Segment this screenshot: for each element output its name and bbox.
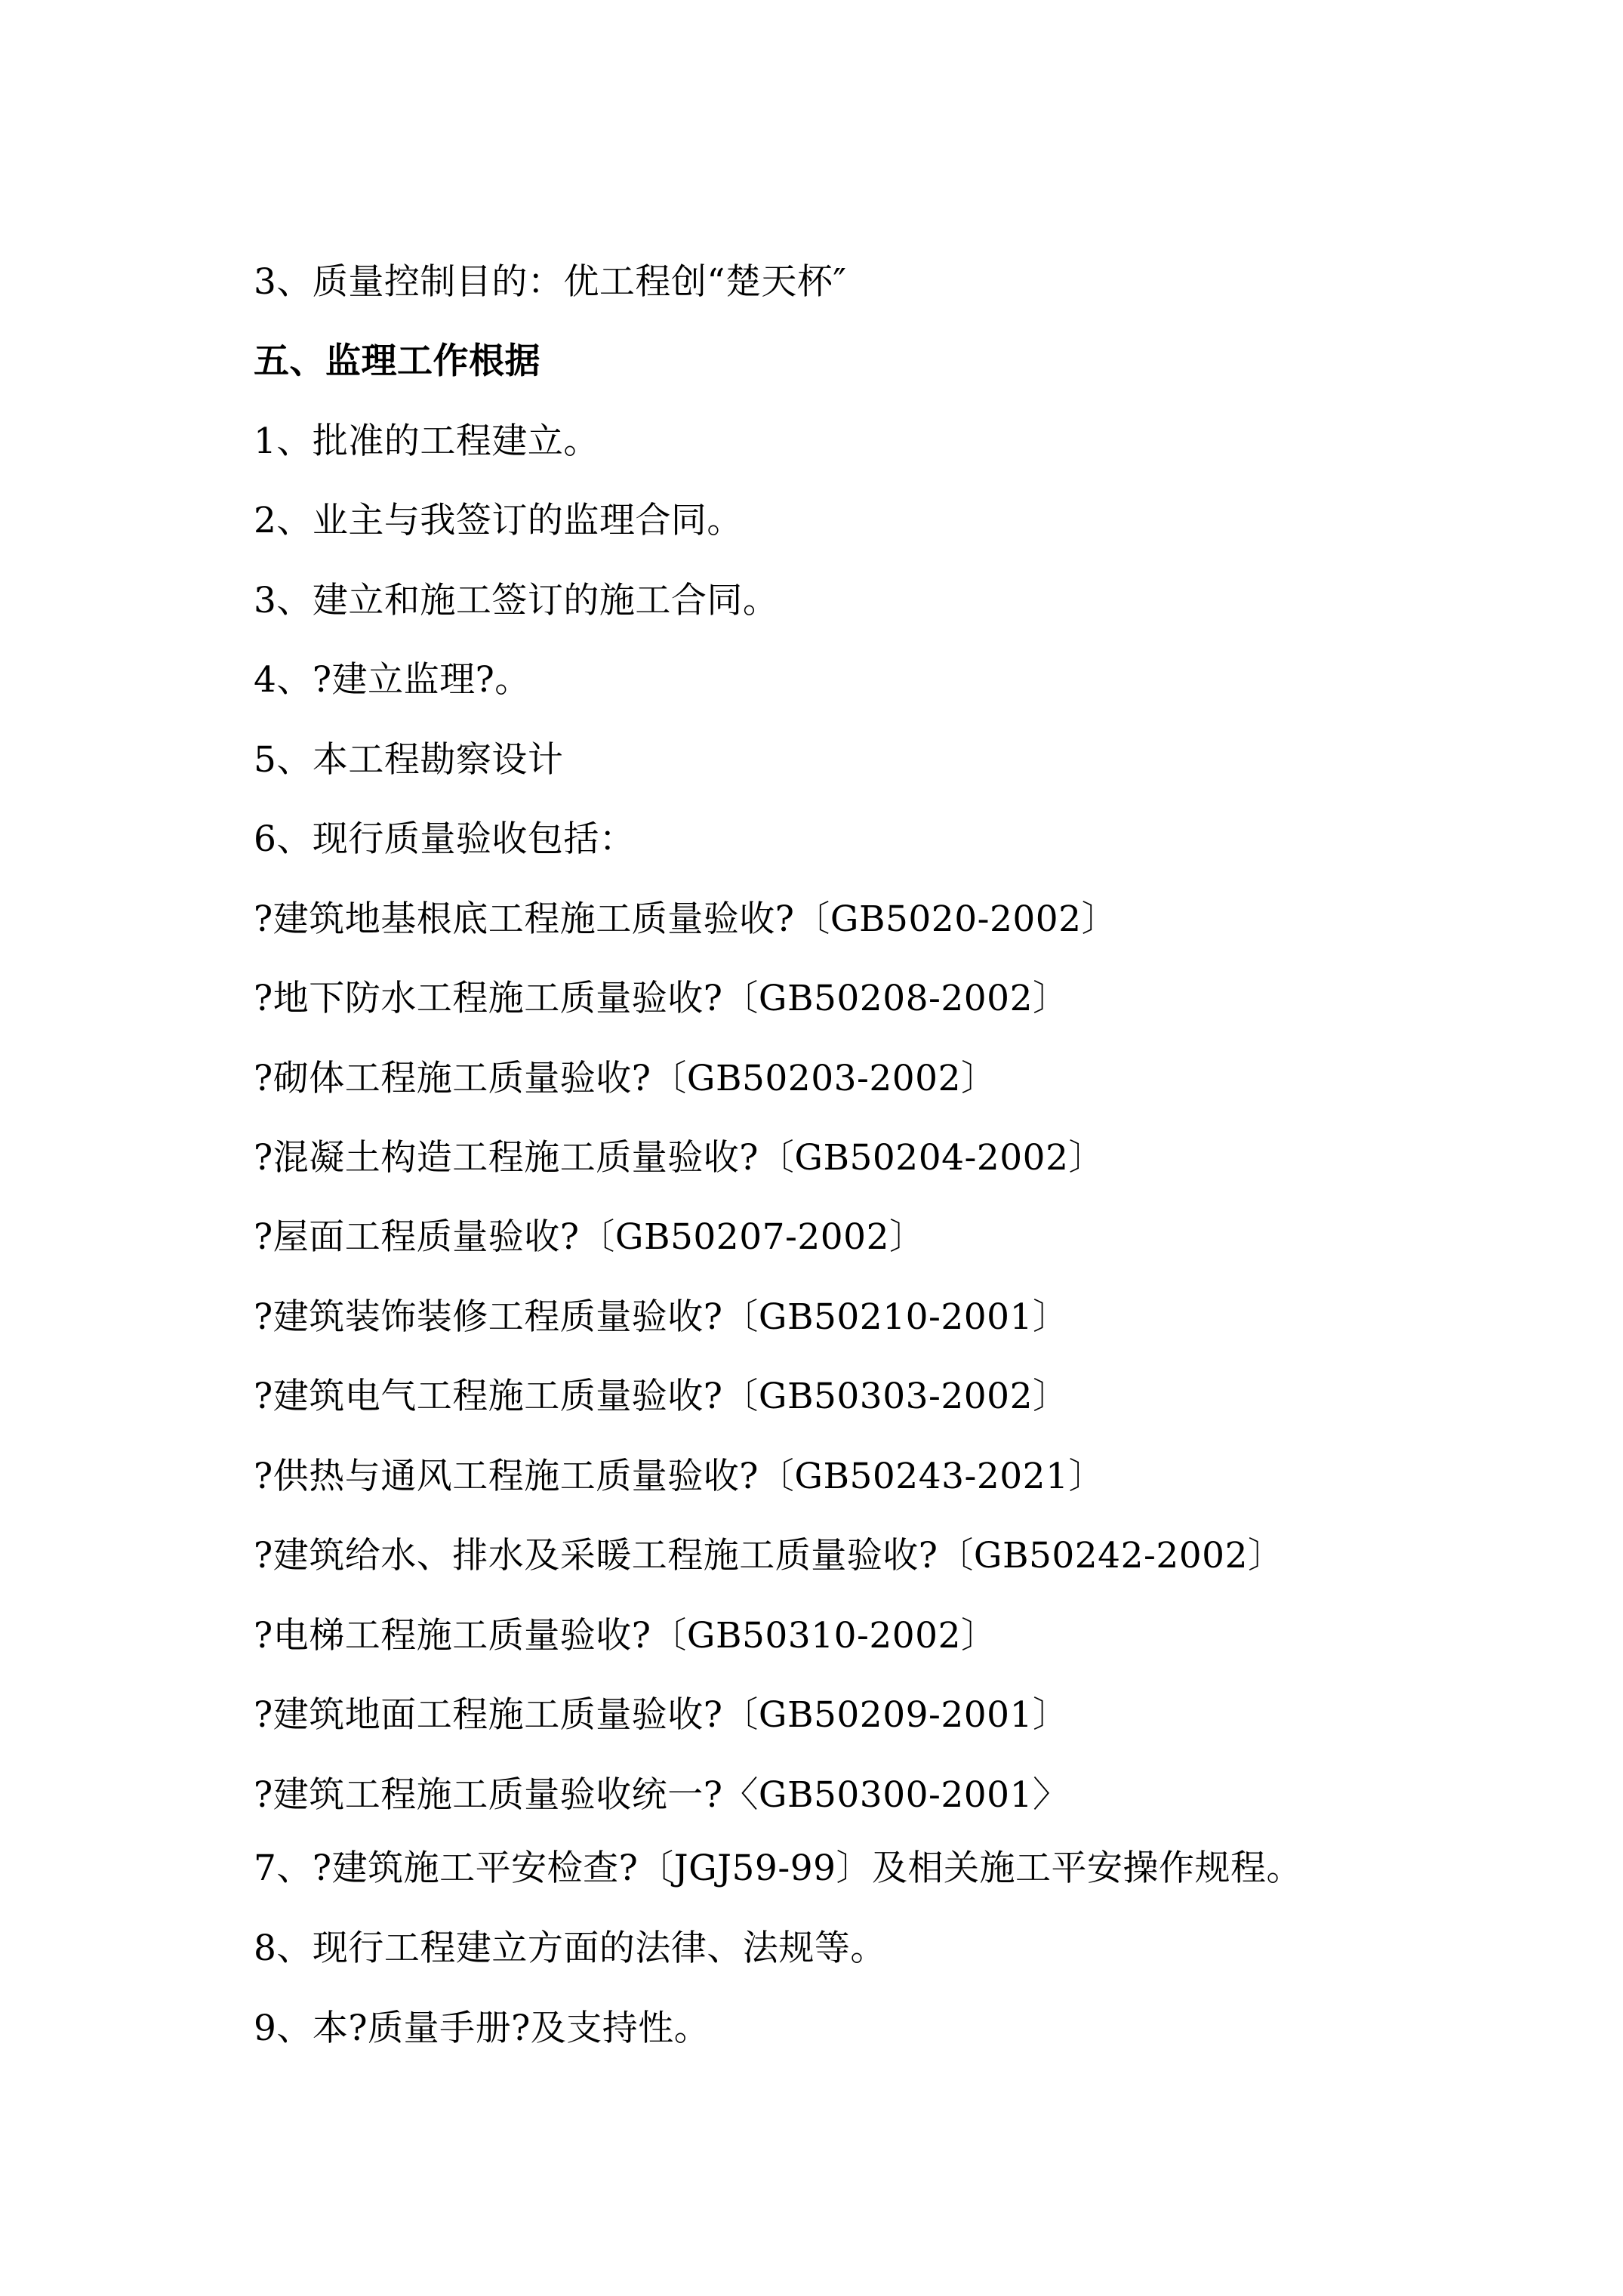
standard-line: ?混凝土构造工程施工质量验收?〔GB50204-2002〕 bbox=[254, 1137, 1104, 1179]
standard-line: ?电梯工程施工质量验收?〔GB50310-2002〕 bbox=[254, 1615, 997, 1657]
basis-item-8: 8、现行工程建立方面的法律、法规等。 bbox=[254, 1928, 886, 1969]
section-heading: 五、监理工作根据 bbox=[254, 341, 540, 382]
basis-item-7: 7、?建筑施工平安检查?〔JGJ59-99〕及相关施工平安操作规程。 bbox=[254, 1848, 1303, 1889]
basis-item-5: 5、本工程勘察设计 bbox=[254, 739, 564, 781]
standard-line: ?屋面工程质量验收?〔GB50207-2002〕 bbox=[254, 1216, 925, 1258]
basis-item-2: 2、业主与我签订的监理合同。 bbox=[254, 500, 743, 541]
standard-line: ?供热与通风工程施工质量验收?〔GB50243-2021〕 bbox=[254, 1456, 1104, 1497]
basis-item-1: 1、批准的工程建立。 bbox=[254, 421, 599, 462]
standard-line: ?建筑工程施工质量验收统一?〈GB50300-2001〉 bbox=[254, 1774, 1069, 1816]
standard-line: ?地下防水工程施工质量验收?〔GB50208-2002〕 bbox=[254, 978, 1069, 1019]
standard-line: ?建筑地基根底工程施工质量验收?〔GB5020-2002〕 bbox=[254, 898, 1118, 940]
standard-line: ?建筑地面工程施工质量验收?〔GB50209-2001〕 bbox=[254, 1694, 1069, 1736]
standard-line: ?建筑装饰装修工程质量验收?〔GB50210-2001〕 bbox=[254, 1296, 1069, 1338]
standard-line: ?建筑给水、排水及采暖工程施工质量验收?〔GB50242-2002〕 bbox=[254, 1535, 1284, 1576]
standard-line: ?建筑电气工程施工质量验收?〔GB50303-2002〕 bbox=[254, 1376, 1069, 1417]
basis-item-6: 6、现行质量验收包括： bbox=[254, 818, 636, 860]
basis-item-4: 4、?建立监理?。 bbox=[254, 659, 531, 701]
basis-item-9: 9、本?质量手册?及支持性。 bbox=[254, 2008, 710, 2049]
quality-goal-line: 3、质量控制目的：优工程创“楚天杯″ bbox=[254, 261, 847, 303]
standard-line: ?砌体工程施工质量验收?〔GB50203-2002〕 bbox=[254, 1058, 997, 1099]
basis-item-3: 3、建立和施工签订的施工合同。 bbox=[254, 580, 779, 621]
